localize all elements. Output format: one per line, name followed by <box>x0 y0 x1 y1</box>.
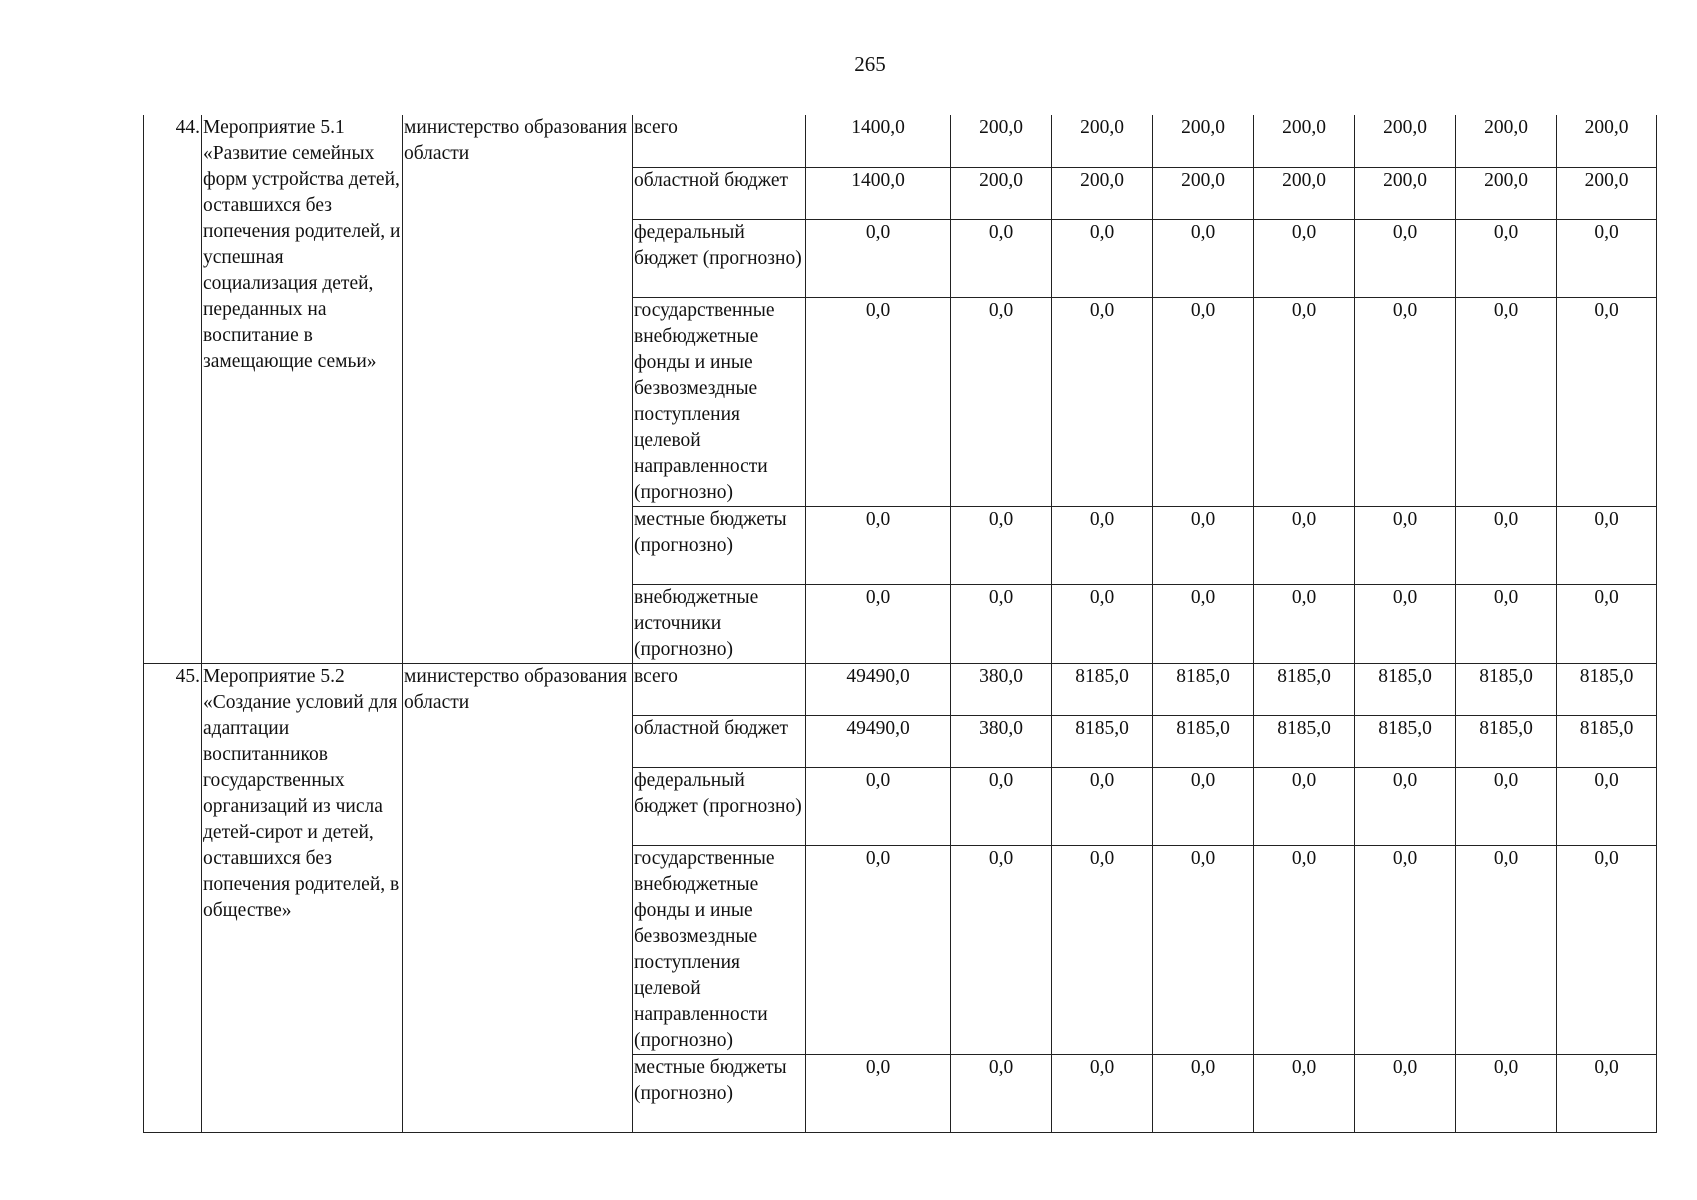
funding-source-label: государственные внебюджетные фонды и иные безвозмездные поступления целевой направленности (прогнозно) <box>633 297 806 506</box>
total-amount-cell: 0,0 <box>806 506 951 584</box>
measure-title: Мероприятие 5.2 «Создание условий для адаптации воспитанников государственных организаций из числа детей-сирот и детей, оставшихся без попечения родителей, в обществе» <box>202 663 403 1132</box>
year-amount-cell: 0,0 <box>1355 219 1456 297</box>
year-amount-cell: 8185,0 <box>1456 663 1557 715</box>
table-body <box>144 115 1657 1132</box>
year-amount-cell: 0,0 <box>1557 767 1657 845</box>
year-amount-cell: 0,0 <box>1153 767 1254 845</box>
year-amount-cell: 0,0 <box>1456 506 1557 584</box>
year-amount-cell: 0,0 <box>951 767 1052 845</box>
year-amount-cell: 200,0 <box>1456 115 1557 167</box>
total-amount-cell: 0,0 <box>806 767 951 845</box>
year-amount-cell: 0,0 <box>1052 1054 1153 1132</box>
year-amount-cell: 0,0 <box>1153 297 1254 506</box>
total-amount-cell: 1400,0 <box>806 115 951 167</box>
year-amount-cell: 0,0 <box>951 506 1052 584</box>
year-amount-cell: 200,0 <box>1557 115 1657 167</box>
year-amount-cell: 380,0 <box>951 715 1052 767</box>
year-amount-cell: 0,0 <box>1355 1054 1456 1132</box>
funding-source-label: областной бюджет <box>633 715 806 767</box>
total-amount-cell: 0,0 <box>806 584 951 663</box>
responsible-executor: министерство образования области <box>403 115 633 663</box>
year-amount-cell: 0,0 <box>1052 219 1153 297</box>
year-amount-cell: 200,0 <box>1254 115 1355 167</box>
year-amount-cell: 0,0 <box>1355 584 1456 663</box>
total-amount-cell: 49490,0 <box>806 715 951 767</box>
funding-source-label: всего <box>633 663 806 715</box>
year-amount-cell: 200,0 <box>1153 167 1254 219</box>
year-amount-cell: 8185,0 <box>1052 663 1153 715</box>
year-amount-cell: 0,0 <box>1153 1054 1254 1132</box>
year-amount-cell: 0,0 <box>1355 767 1456 845</box>
year-amount-cell: 8185,0 <box>1153 715 1254 767</box>
year-amount-cell: 0,0 <box>1254 506 1355 584</box>
year-amount-cell: 0,0 <box>1456 297 1557 506</box>
funding-source-label: местные бюджеты (прогнозно) <box>633 1054 806 1132</box>
year-amount-cell: 8185,0 <box>1153 663 1254 715</box>
year-amount-cell: 8185,0 <box>1254 663 1355 715</box>
year-amount-cell: 0,0 <box>1456 767 1557 845</box>
funding-source-label: федеральный бюджет (прогнозно) <box>633 219 806 297</box>
budget-table <box>143 115 1657 1133</box>
row-number: 45. <box>144 663 202 1132</box>
year-amount-cell: 0,0 <box>1355 297 1456 506</box>
year-amount-cell: 200,0 <box>1355 115 1456 167</box>
year-amount-cell: 0,0 <box>951 1054 1052 1132</box>
year-amount-cell: 200,0 <box>1557 167 1657 219</box>
year-amount-cell: 200,0 <box>1456 167 1557 219</box>
year-amount-cell: 0,0 <box>1355 845 1456 1054</box>
year-amount-cell: 0,0 <box>1052 845 1153 1054</box>
year-amount-cell: 8185,0 <box>1254 715 1355 767</box>
year-amount-cell: 0,0 <box>1254 219 1355 297</box>
year-amount-cell: 0,0 <box>1254 767 1355 845</box>
total-amount-cell: 0,0 <box>806 297 951 506</box>
year-amount-cell: 200,0 <box>1254 167 1355 219</box>
year-amount-cell: 200,0 <box>951 167 1052 219</box>
funding-source-label: государственные внебюджетные фонды и иные безвозмездные поступления целевой направленности (прогнозно) <box>633 845 806 1054</box>
year-amount-cell: 0,0 <box>1254 297 1355 506</box>
funding-source-label: областной бюджет <box>633 167 806 219</box>
year-amount-cell: 0,0 <box>1557 845 1657 1054</box>
year-amount-cell: 0,0 <box>1153 219 1254 297</box>
table-row <box>144 663 1657 715</box>
funding-source-label: федеральный бюджет (прогнозно) <box>633 767 806 845</box>
year-amount-cell: 0,0 <box>951 584 1052 663</box>
year-amount-cell: 200,0 <box>1153 115 1254 167</box>
year-amount-cell: 0,0 <box>1052 767 1153 845</box>
funding-source-label: местные бюджеты (прогнозно) <box>633 506 806 584</box>
year-amount-cell: 0,0 <box>1153 584 1254 663</box>
year-amount-cell: 0,0 <box>1254 1054 1355 1132</box>
total-amount-cell: 49490,0 <box>806 663 951 715</box>
funding-source-label: всего <box>633 115 806 167</box>
funding-source-label: внебюджетные источники (прогнозно) <box>633 584 806 663</box>
total-amount-cell: 0,0 <box>806 845 951 1054</box>
year-amount-cell: 0,0 <box>1557 584 1657 663</box>
year-amount-cell: 8185,0 <box>1355 663 1456 715</box>
year-amount-cell: 0,0 <box>1153 506 1254 584</box>
year-amount-cell: 0,0 <box>1557 297 1657 506</box>
year-amount-cell: 0,0 <box>1153 845 1254 1054</box>
year-amount-cell: 8185,0 <box>1557 715 1657 767</box>
year-amount-cell: 0,0 <box>1557 1054 1657 1132</box>
page-number: 265 <box>854 52 886 76</box>
year-amount-cell: 0,0 <box>951 845 1052 1054</box>
year-amount-cell: 200,0 <box>1355 167 1456 219</box>
measure-title: Мероприятие 5.1 «Развитие семейных форм устройства детей, оставшихся без попечения родителей, и успешная социализация детей, переданных на воспитание в замещающие семьи» <box>202 115 403 663</box>
year-amount-cell: 200,0 <box>951 115 1052 167</box>
year-amount-cell: 200,0 <box>1052 115 1153 167</box>
year-amount-cell: 0,0 <box>1456 584 1557 663</box>
total-amount-cell: 1400,0 <box>806 167 951 219</box>
year-amount-cell: 380,0 <box>951 663 1052 715</box>
year-amount-cell: 0,0 <box>1557 506 1657 584</box>
year-amount-cell: 0,0 <box>1557 219 1657 297</box>
year-amount-cell: 8185,0 <box>1557 663 1657 715</box>
total-amount-cell: 0,0 <box>806 219 951 297</box>
year-amount-cell: 0,0 <box>1254 584 1355 663</box>
year-amount-cell: 0,0 <box>1456 845 1557 1054</box>
year-amount-cell: 0,0 <box>1456 219 1557 297</box>
year-amount-cell: 8185,0 <box>1355 715 1456 767</box>
year-amount-cell: 0,0 <box>951 297 1052 506</box>
year-amount-cell: 0,0 <box>1355 506 1456 584</box>
table-row <box>144 115 1657 167</box>
year-amount-cell: 0,0 <box>951 219 1052 297</box>
total-amount-cell: 0,0 <box>806 1054 951 1132</box>
year-amount-cell: 0,0 <box>1052 506 1153 584</box>
year-amount-cell: 0,0 <box>1052 584 1153 663</box>
row-number: 44. <box>144 115 202 663</box>
year-amount-cell: 0,0 <box>1456 1054 1557 1132</box>
responsible-executor: министерство образования области <box>403 663 633 1132</box>
year-amount-cell: 8185,0 <box>1052 715 1153 767</box>
year-amount-cell: 0,0 <box>1052 297 1153 506</box>
year-amount-cell: 200,0 <box>1052 167 1153 219</box>
year-amount-cell: 0,0 <box>1254 845 1355 1054</box>
year-amount-cell: 8185,0 <box>1456 715 1557 767</box>
